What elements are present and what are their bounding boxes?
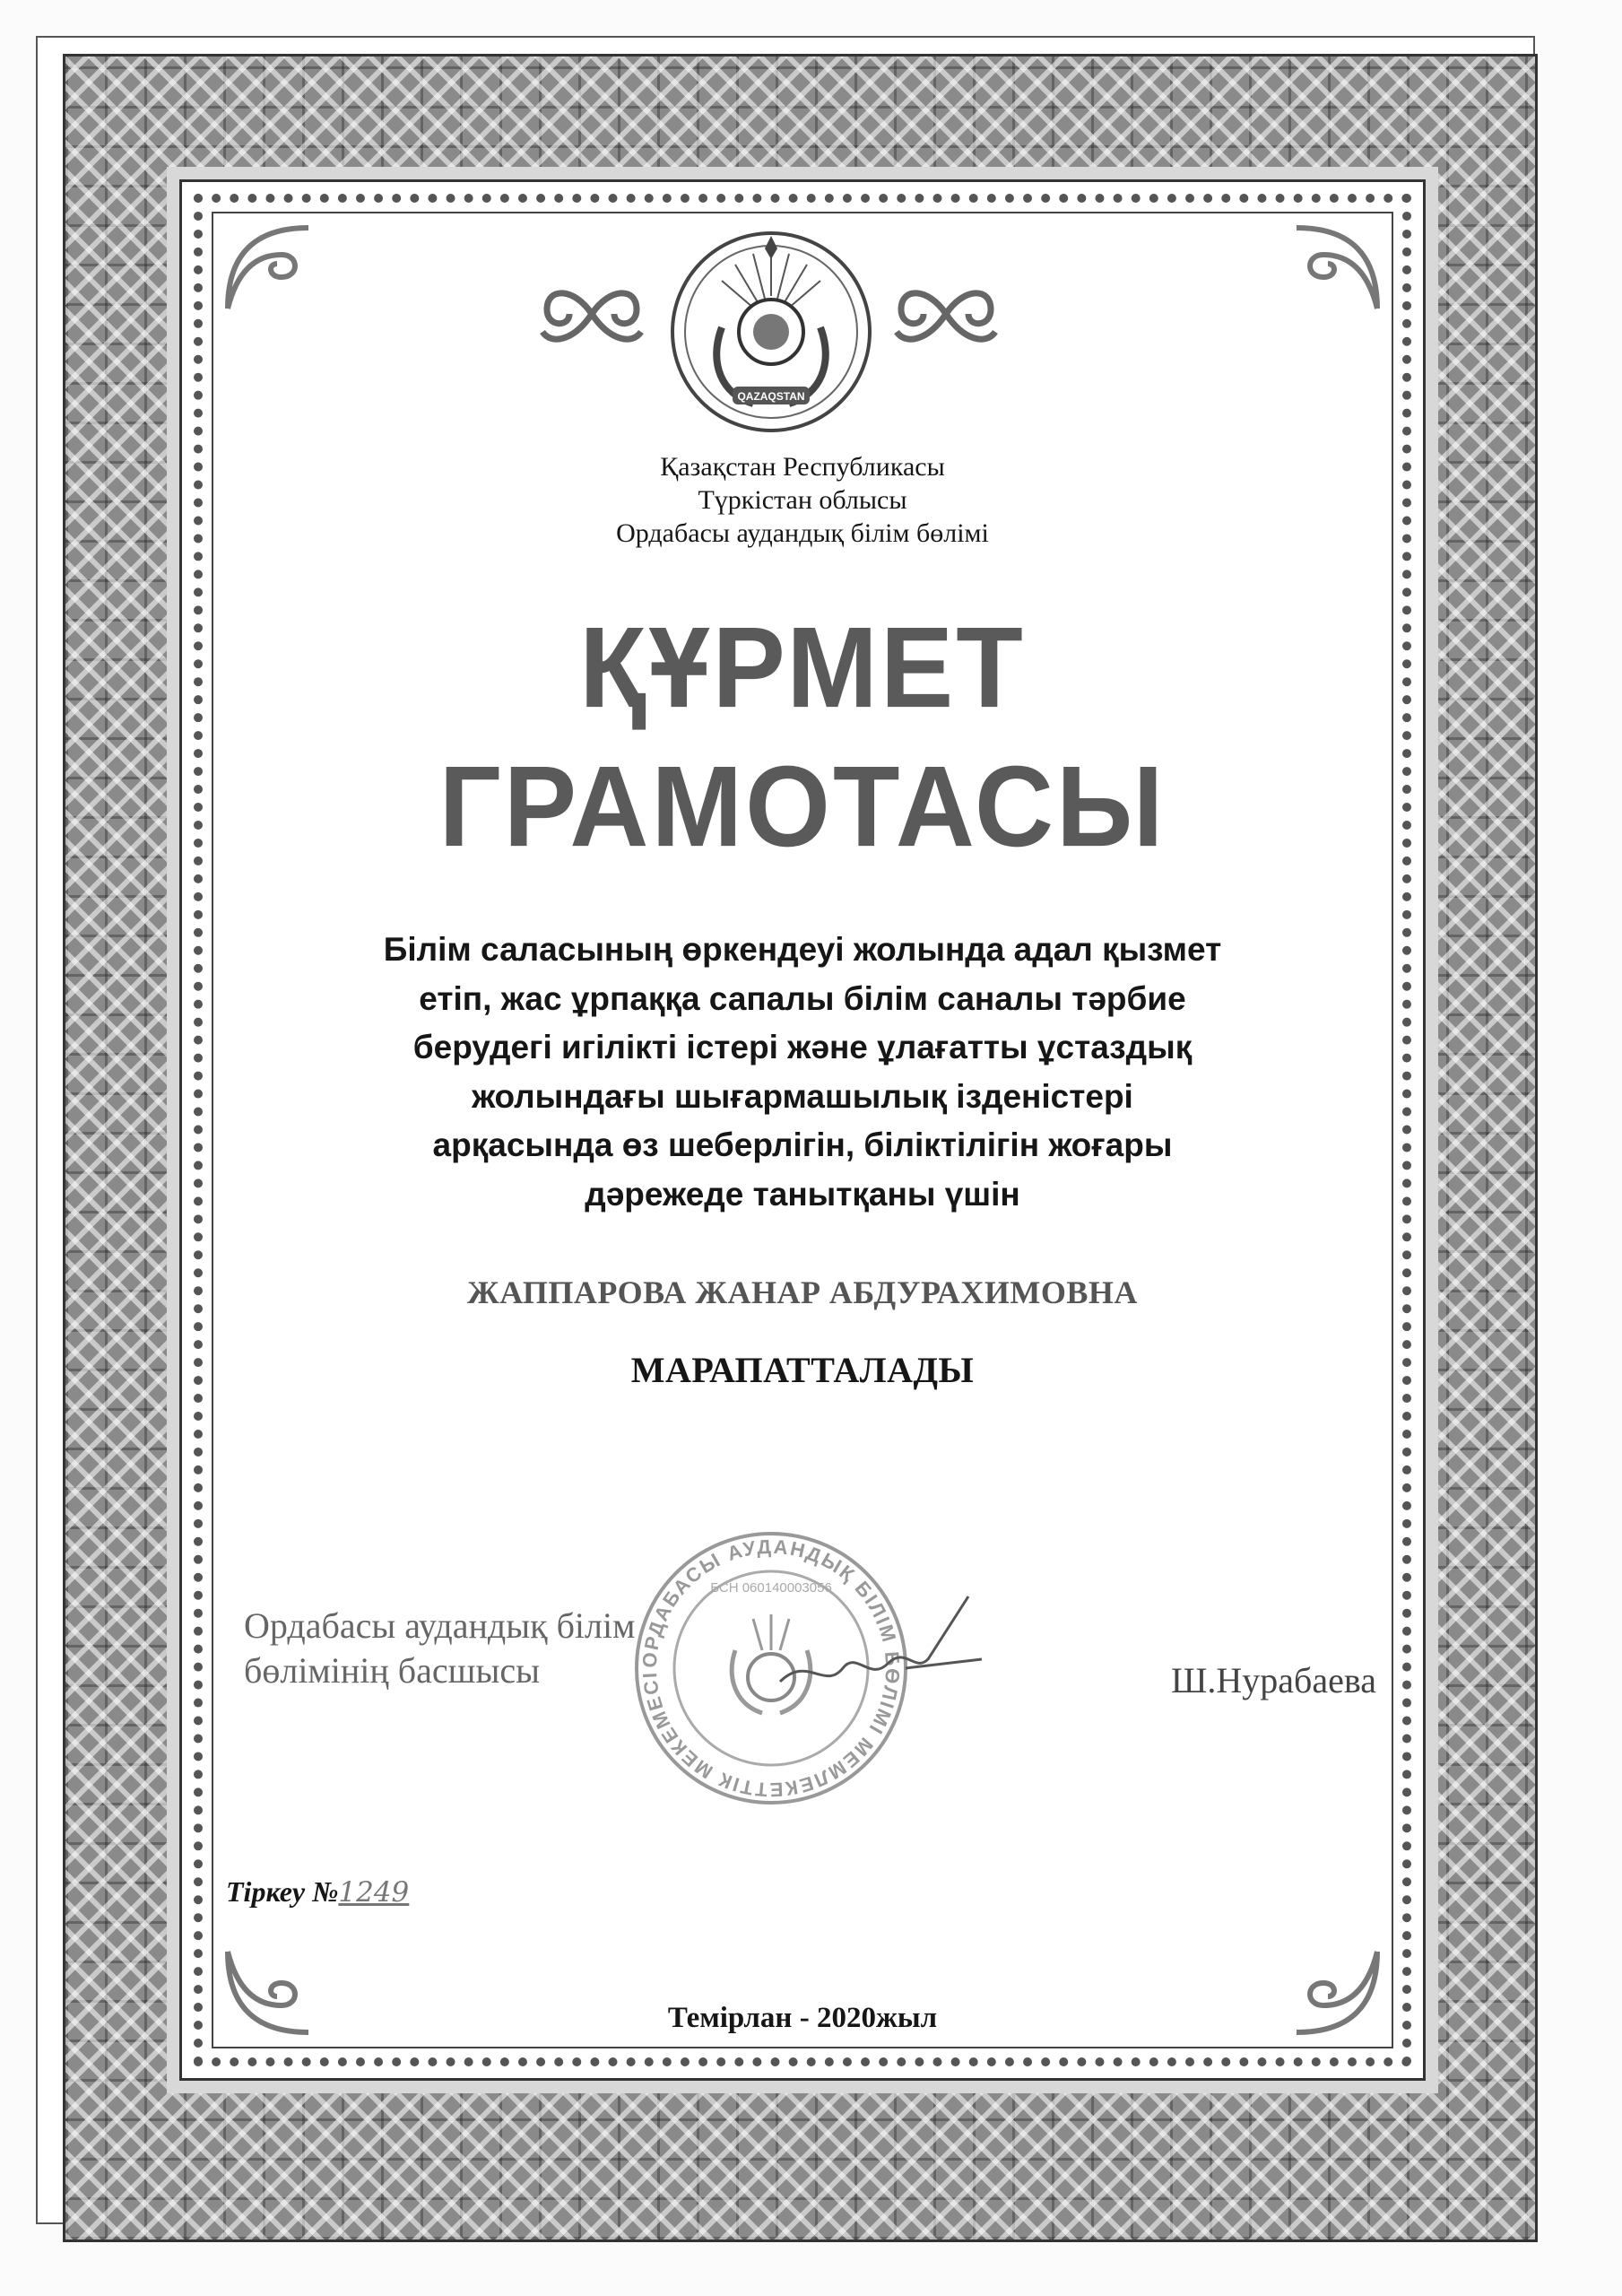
- signer-position-line1: Ордабасы аудандық білім: [244, 1605, 636, 1646]
- citation-line: арқасында өз шеберлігін, біліктілігін жоғары: [432, 1126, 1173, 1163]
- citation-line: дәрежеде танытқаны үшін: [585, 1175, 1020, 1213]
- signer-position: [244, 1604, 782, 1693]
- citation-line: берудегі игілікті істері және ұлағатты ұстаздық: [412, 1029, 1193, 1065]
- signer-position-line2: бөлімінің басшысы: [244, 1650, 540, 1691]
- citation-line: Білім саласының өркендеуі жолында адал қызмет: [383, 931, 1222, 968]
- kazakh-ornament-right-icon: [883, 269, 1009, 359]
- handwritten-signature-icon: [771, 1583, 986, 1718]
- certificate-title-line1: ҚҰРМЕТ: [579, 603, 1026, 732]
- recipient-name: ЖАППАРОВА ЖАНАР АБДУРАХИМОВНА: [467, 1274, 1138, 1310]
- state-emblem-icon: [668, 229, 874, 435]
- registration-value: 1249: [338, 1876, 410, 1909]
- emblem-label: QAZAQSTAN: [737, 390, 805, 403]
- issuer-header: [269, 450, 1336, 550]
- certificate-title-line2: ГРАМОТАСЫ: [438, 742, 1167, 871]
- registration-number: [226, 1875, 409, 1909]
- signer-name: Ш.Нурабаева: [1171, 1660, 1376, 1700]
- corner-ornament-icon: [219, 219, 317, 317]
- citation-line: етіп, жас ұрпаққа сапалы білім саналы тәрбие: [419, 979, 1186, 1017]
- header-region: Түркістан облысы: [698, 485, 907, 515]
- registration-label: Тіркеу №: [226, 1875, 339, 1908]
- citation-text: [296, 926, 1309, 1219]
- header-country: Қазақстан Республикасы: [660, 452, 945, 482]
- awarded-label: МАРАПАТТАЛАДЫ: [630, 1350, 975, 1390]
- stamp-ring-text: ОРДАБАСЫ АУДАНДЫҚ БІЛІМ БӨЛІМІ МЕМЛЕКЕТТІК МЕКЕМЕСІ: [638, 1535, 905, 1802]
- place-and-year: Темірлан - 2020жыл: [667, 2002, 938, 2034]
- stamp-bin: БСН 060140003056: [710, 1580, 832, 1596]
- kazakh-ornament-left-icon: [529, 269, 655, 359]
- citation-line: жолындағы шығармашылық ізденістері: [472, 1077, 1133, 1115]
- header-department: Ордабасы аудандық білім бөлімі: [616, 518, 989, 548]
- corner-ornament-icon: [1288, 219, 1386, 317]
